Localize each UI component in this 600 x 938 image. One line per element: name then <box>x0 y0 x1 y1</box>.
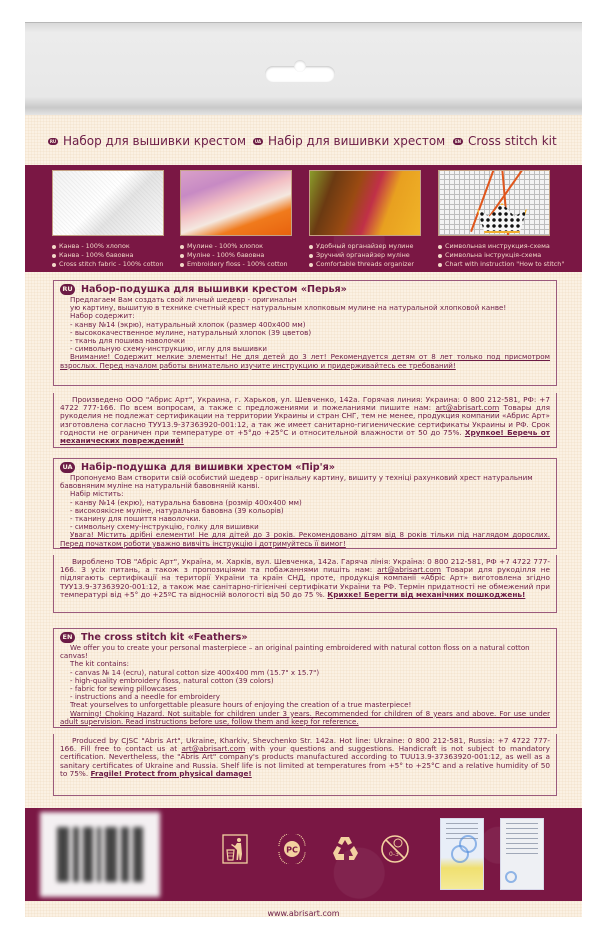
floss-photo-icon <box>180 170 292 236</box>
en-item: - instructions and a needle for embroidery <box>70 692 220 702</box>
chart-photo-icon <box>438 170 550 236</box>
ru-item: - канву №14 (экрю), натуральный хлопок (размер 400х400 мм) <box>70 319 306 329</box>
ua-warning: Увага! Містить дрібні елементи! Не для дітей до 3 років. Рекомендовано дітям від 8 років тільки під наглядом дорослих. Перед початком роботи уважно вивчіть інструкцію і дотримуйтесь її вимог! <box>60 530 550 548</box>
feature-line: Мулине - 100% хлопок <box>180 242 292 251</box>
ru-item: - символьную схему-инструкцию, иглу для вышивки <box>70 344 267 354</box>
ru-fragile: Хрупкое! Беречь от механических повреждений! <box>60 427 550 446</box>
title-ru <box>48 134 246 148</box>
not-for-0-3-icon <box>380 834 410 864</box>
feature-line: Chart with instruction "How to stitch" <box>438 260 550 269</box>
feature-line: Канва - 100% хлопок <box>52 242 164 251</box>
en-badge-icon: EN <box>454 138 462 144</box>
en-item: - fabric for sewing pillowcases <box>70 684 177 694</box>
svg-text:PC: PC <box>286 845 298 855</box>
ru-producer-text: Произведено ООО "Абрис Арт", Украина, г. Харьков, ул. Шевченко, 142а. Горячая линия: Украина: 0 800 212-581, РФ: +7 4722 777-166. По всем вопросам, а также с предложениями и пожеланиями пишите нам: art@abrisart.com Товары для рукоделия не подлежат сертификации на территории Украины и стран СНГ, тем не менее, продукция компании «Абрис Арт» изготовлена согласно ТУУ13.9-37363920-001:12, а так же имеет санитарно-гигиенические сертификаты Украины и РФ. Срок годности не ограничен при температуре от +5°до +25°С и относительной влажности от 50 до 75%. Хрупкое! Беречь от механических повреждений! <box>60 395 551 446</box>
russia-certificate-image <box>500 818 544 890</box>
ru-badge-icon: RU <box>60 284 75 295</box>
feature-floss <box>180 170 292 269</box>
en-item: - canvas № 14 (ecru), natural cotton size 400x400 mm (15.7" x 15.7") <box>70 667 320 677</box>
ua-item: - тканину для пошиття наволочки. <box>70 514 201 524</box>
feature-line: Символьная инструкция-схема <box>438 242 550 251</box>
dispose-in-bin-icon <box>222 834 248 864</box>
title-en-label: Cross stitch kit <box>468 134 557 148</box>
ua-producer-text: Вироблено ТОВ "Абріс Арт", Україна, м. Харків, вул. Шевченка, 142а. Гаряча лінія: Україна: 0 800 212-581, РФ +7 4722 777-166. З усіх питань, а також з пропозиціями та побажаннями пишіть нам: art@abrisart.com Товари для рукоділля не підлягають сертифікації на території України та країн СНД, проте, продукція компанії «Абріс Арт» виготовлена згідно ТУУ13.9-37363920-001:12, а також має санітарно-гігієнічні сертифікати України та РФ. Термін придатності не обмежений при температурі від +5° до +25ºС та відносній вологості від 50 до 75 %. Крихке! Берегти від механічних пошкоджень! <box>60 557 550 599</box>
hanger-header <box>25 22 582 115</box>
ua-email-link[interactable]: art@abrisart.com <box>377 565 441 575</box>
ua-intro: Пропонуємо Вам створити свій особистий шедевр - оригінальну картину, вишиту у техніці рахунковий хрест натуральним бавовняним муліне на натуральній бавовняній канві. <box>60 473 533 491</box>
ru-description-box <box>53 280 557 386</box>
feature-line: Cross stitch fabric - 100% cotton <box>52 260 164 269</box>
en-title: The cross stitch kit «Feathers» <box>81 632 248 643</box>
ua-description-box <box>53 458 557 549</box>
ru-intro-2: ую картину, вышитую в технике счетный крест натуральным хлопковым мулине на натуральной хлопковой канве! <box>70 303 507 313</box>
ru-warning: Внимание! Содержит мелкие элементы! Не для детей до 3 лет! Рекомендуется детям от 8 лет только под присмотром взрослых. Перед началом работы внимательно изучите инструкцию и придерживайтесь ее требований! <box>60 352 550 370</box>
en-contains: The kit contains: <box>70 659 129 669</box>
canvas-photo-icon <box>52 170 164 236</box>
ru-contains: Набор содержит: <box>70 311 135 321</box>
ua-contains: Набір містить: <box>70 489 124 499</box>
website-link[interactable]: www.abrisart.com <box>267 909 340 918</box>
ru-title: Набор-подушка для вышивки крестом «Перья» <box>81 284 347 295</box>
ua-badge-icon: UA <box>254 138 262 144</box>
ukraine-certificate-image <box>440 818 484 890</box>
ua-item: - символьну схему-інструкцію, голку для вишивки <box>70 522 259 532</box>
ua-producer-box <box>53 555 557 613</box>
feature-canvas <box>52 170 164 269</box>
feature-line: Удобный органайзер мулине <box>309 242 421 251</box>
feature-line: Муліне - 100% бавовна <box>180 251 292 260</box>
en-warning: Warning! Choking Hazard. Not suitable for children under 3 years. Recommended for children of 8 years and above. For use under adult supervision. Read instructions before use, follow them and keep for reference. <box>60 708 550 726</box>
features-band <box>25 165 582 272</box>
feature-line: Зручний органайзер муліне <box>309 251 421 260</box>
title-ua-label: Набір для вишивки хрестом <box>268 134 446 148</box>
ua-badge-icon: UA <box>60 462 75 473</box>
feature-organizer <box>309 170 421 269</box>
en-fragile: Fragile! Protect from physical damage! <box>90 768 252 778</box>
ru-badge-icon: RU <box>49 138 57 144</box>
feature-line: Символьна інструкція-схема <box>438 251 550 260</box>
en-badge-icon: EN <box>60 632 75 643</box>
feature-line: Канва - 100% бавовна <box>52 251 164 260</box>
feature-line: Comfortable threads organizer <box>309 260 421 269</box>
en-email-link[interactable]: art@abrisart.com <box>181 744 246 754</box>
ru-intro-1: Предлагаем Вам создать свой личный шедевр - оригинальн <box>70 295 297 304</box>
svg-text:0-3: 0-3 <box>389 851 399 858</box>
feature-line: Embroidery floss - 100% cotton <box>180 260 292 269</box>
en-treat: Treat yourselves to unforgettable pleasure hours of enjoying the creation of a true masterpiece! <box>70 700 412 710</box>
hang-hole <box>265 66 335 82</box>
en-description-box <box>53 628 557 728</box>
product-package-back <box>25 22 582 917</box>
ru-item: - высококачественное мулине, натуральный хлопок (39 цветов) <box>70 327 312 337</box>
feature-chart <box>438 170 565 269</box>
rst-certification-icon <box>275 834 309 864</box>
en-intro: We offer you to create your personal masterpiece – an original painting embroidered with natural cotton floss on a natural cotton canvas! <box>60 643 530 661</box>
footer-band <box>25 808 582 901</box>
en-producer-text: Produced by CJSC "Abris Art", Ukraine, Kharkiv, Shevchenko Str. 142a. Hot line: Ukraine: 0 800 212-581, Russia: +7 4722 777-166. Fill free to contact us at art@abrisart.com with your questions and suggestions. Handicraft is not subject to mandatory certification. Nevertheless, the "Abris Art" company's products manufactured according to TUU13.9-37363920-001:12, as well as a sanitary certificates of Ukraine and Russia. Shelf life is not limited at temperatures from +5° to +25°C and a relative humidity of 50 to 75%. Fragile! Protect from physical damage! <box>60 736 550 778</box>
title-ua <box>253 134 445 148</box>
ru-producer-box <box>53 393 557 448</box>
language-titles <box>25 134 582 156</box>
en-producer-box <box>53 734 557 796</box>
ua-title: Набір-подушка для вишивки хрестом «Пір'я» <box>81 462 335 473</box>
title-en <box>453 134 557 148</box>
recycle-icon <box>330 834 360 864</box>
en-item: - high-quality embroidery floss, natural cotton (39 colors) <box>70 675 274 685</box>
title-ru-label: Набор для вышивки крестом <box>63 134 247 148</box>
organizer-photo-icon <box>309 170 421 236</box>
ru-email-link[interactable]: art@abrisart.com <box>435 403 500 413</box>
ua-item: - високоякісне муліне, натуральна бавовна (39 кольорів) <box>70 505 284 515</box>
ua-item: - канву №14 (екрю), натуральна бавовна (розмір 400х400 мм) <box>70 497 302 507</box>
barcode-blurred <box>40 812 160 897</box>
ua-fragile: Крихке! Берегти від механічних пошкоджень! <box>327 589 526 599</box>
ru-item: - ткань для пошива наволочки <box>70 336 185 346</box>
